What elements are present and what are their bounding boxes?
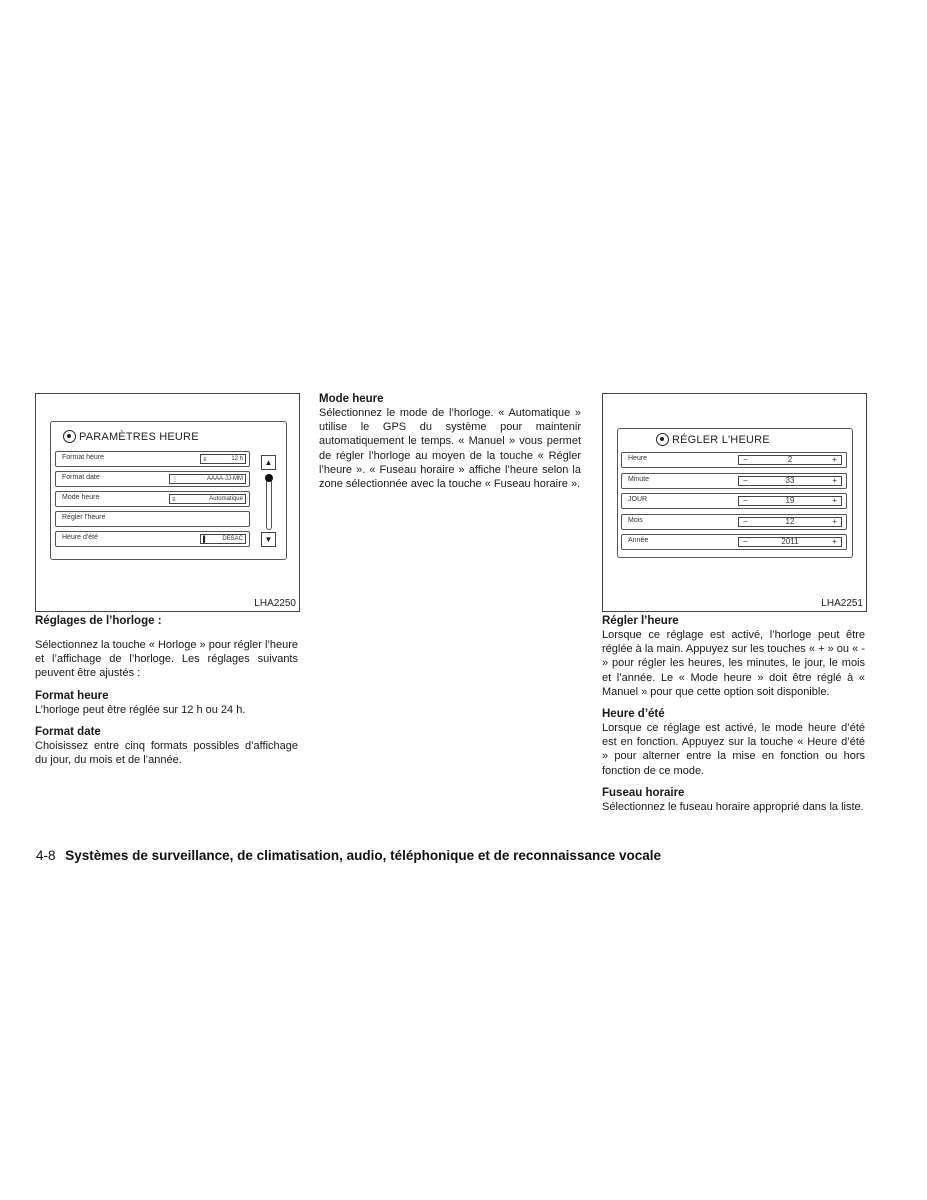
value-stepper[interactable]: − 19 + bbox=[738, 496, 842, 506]
list-icon: ≡ bbox=[203, 457, 207, 463]
screen-title bbox=[656, 433, 770, 446]
plus-icon[interactable]: + bbox=[832, 537, 837, 546]
minus-icon[interactable]: − bbox=[743, 455, 748, 464]
row-heure-ete[interactable]: Heure d'été ▌ DESAC bbox=[55, 531, 250, 547]
value-stepper[interactable]: − 2011 + bbox=[738, 537, 842, 547]
paragraph: Lorsque ce réglage est activé, le mode heure d’été est en fonction. Appuyez sur la touche « Heure d’été » pour alterner entre la mise en fonction ou hors fonction de ce mode. bbox=[602, 722, 865, 777]
section-heading: Format date bbox=[35, 725, 101, 738]
minus-icon[interactable]: − bbox=[743, 537, 748, 546]
figure-code: LHA2251 bbox=[821, 598, 863, 609]
row-mode-heure[interactable]: Mode heure ≡ Automatique bbox=[55, 491, 250, 507]
value-stepper[interactable]: − 12 + bbox=[738, 517, 842, 527]
screen-title-text: PARAMÈTRES HEURE bbox=[79, 430, 199, 443]
screen-title-text: RÉGLER L'HEURE bbox=[672, 433, 770, 446]
paragraph: Choisissez entre cinq formats possibles d’affichage du jour, du mois et de l’année. bbox=[35, 739, 298, 767]
value-box: ≡ Automatique bbox=[169, 494, 246, 504]
gear-icon bbox=[656, 433, 669, 446]
section-heading: Fuseau horaire bbox=[602, 786, 685, 799]
row-format-heure[interactable]: Format heure ≡ 12 h bbox=[55, 451, 250, 467]
minus-icon[interactable]: − bbox=[743, 476, 748, 485]
plus-icon[interactable]: + bbox=[832, 455, 837, 464]
value-stepper[interactable]: − 2 + bbox=[738, 455, 842, 465]
settings-screen bbox=[50, 421, 287, 560]
paragraph: Lorsque ce réglage est activé, l’horloge peut être réglée à la main. Appuyez sur les touches « + » ou « - » pour régler les heures, les minutes, le jour, le mois et l’année. Le « Mode heure » doit être réglé à « Manuel » pour que cette option soit disponible. bbox=[602, 629, 865, 698]
plus-icon[interactable]: + bbox=[832, 496, 837, 505]
gear-icon bbox=[63, 430, 76, 443]
row-minute[interactable]: Minute − 33 + bbox=[621, 473, 847, 489]
row-mois[interactable]: Mois − 12 + bbox=[621, 514, 847, 530]
plus-icon[interactable]: + bbox=[832, 476, 837, 485]
value-box: ⋮ AAAA-JJ-MM bbox=[169, 474, 246, 484]
value-box: ≡ 12 h bbox=[200, 454, 246, 464]
column-1 bbox=[35, 614, 298, 767]
page-footer bbox=[36, 848, 661, 863]
row-heure[interactable]: Heure − 2 + bbox=[621, 452, 847, 468]
value-stepper[interactable]: − 33 + bbox=[738, 476, 842, 486]
figure-regler-heure bbox=[602, 393, 867, 612]
section-heading: Réglages de l’horloge : bbox=[35, 615, 162, 627]
set-time-screen bbox=[617, 428, 853, 558]
section-heading: Mode heure bbox=[319, 393, 384, 405]
page-number: 4-8 bbox=[36, 848, 56, 863]
row-regler-heure[interactable]: Régler l'heure bbox=[55, 511, 250, 527]
plus-icon[interactable]: + bbox=[832, 517, 837, 526]
figure-code: LHA2250 bbox=[254, 598, 296, 609]
paragraph: Sélectionnez le fuseau horaire approprié dans la liste. bbox=[602, 800, 864, 813]
list-icon: ⋮ bbox=[172, 477, 178, 483]
column-3 bbox=[602, 614, 865, 814]
scroll-down-button[interactable] bbox=[261, 532, 276, 547]
paragraph: L’horloge peut être réglée sur 12 h ou 24 h. bbox=[35, 703, 246, 716]
scrollbar-thumb[interactable] bbox=[265, 474, 273, 482]
indicator-icon: ▌ bbox=[203, 537, 208, 543]
chapter-title: Systèmes de surveillance, de climatisation, audio, téléphonique et de reconnaissance vocale bbox=[65, 848, 662, 863]
arrow-up-icon: ▲ bbox=[264, 458, 273, 467]
row-format-date[interactable]: Format date ⋮ AAAA-JJ-MM bbox=[55, 471, 250, 487]
paragraph: Sélectionnez le mode de l’horloge. « Automatique » utilise le GPS du système pour maintenir automatiquement le temps. « Manuel » vous permet de régler l’horloge au moyen de la touche « Régler l’heure ». « Fuseau horaire » affiche l’heure selon la zone sélectionnée avec la touche « Fuseau horaire ». bbox=[319, 407, 581, 491]
paragraph: Sélectionnez la touche « Horloge » pour régler l’heure et l’affichage de l’horloge. Les réglages suivants peuvent être ajustés : bbox=[35, 639, 298, 680]
scrollbar-track[interactable] bbox=[266, 474, 272, 530]
row-jour[interactable]: JOUR − 19 + bbox=[621, 493, 847, 509]
section-heading: Régler l’heure bbox=[602, 615, 679, 627]
minus-icon[interactable]: − bbox=[743, 496, 748, 505]
minus-icon[interactable]: − bbox=[743, 517, 748, 526]
column-2 bbox=[319, 392, 581, 491]
value-box: ▌ DESAC bbox=[200, 534, 246, 544]
section-heading: Heure d’été bbox=[602, 708, 665, 721]
scroll-up-button[interactable] bbox=[261, 455, 276, 470]
arrow-down-icon: ▼ bbox=[264, 535, 273, 544]
row-annee[interactable]: Année − 2011 + bbox=[621, 534, 847, 550]
section-heading: Format heure bbox=[35, 689, 109, 702]
list-icon: ≡ bbox=[172, 497, 176, 503]
screen-title bbox=[63, 430, 199, 443]
figure-parametres-heure bbox=[35, 393, 300, 612]
